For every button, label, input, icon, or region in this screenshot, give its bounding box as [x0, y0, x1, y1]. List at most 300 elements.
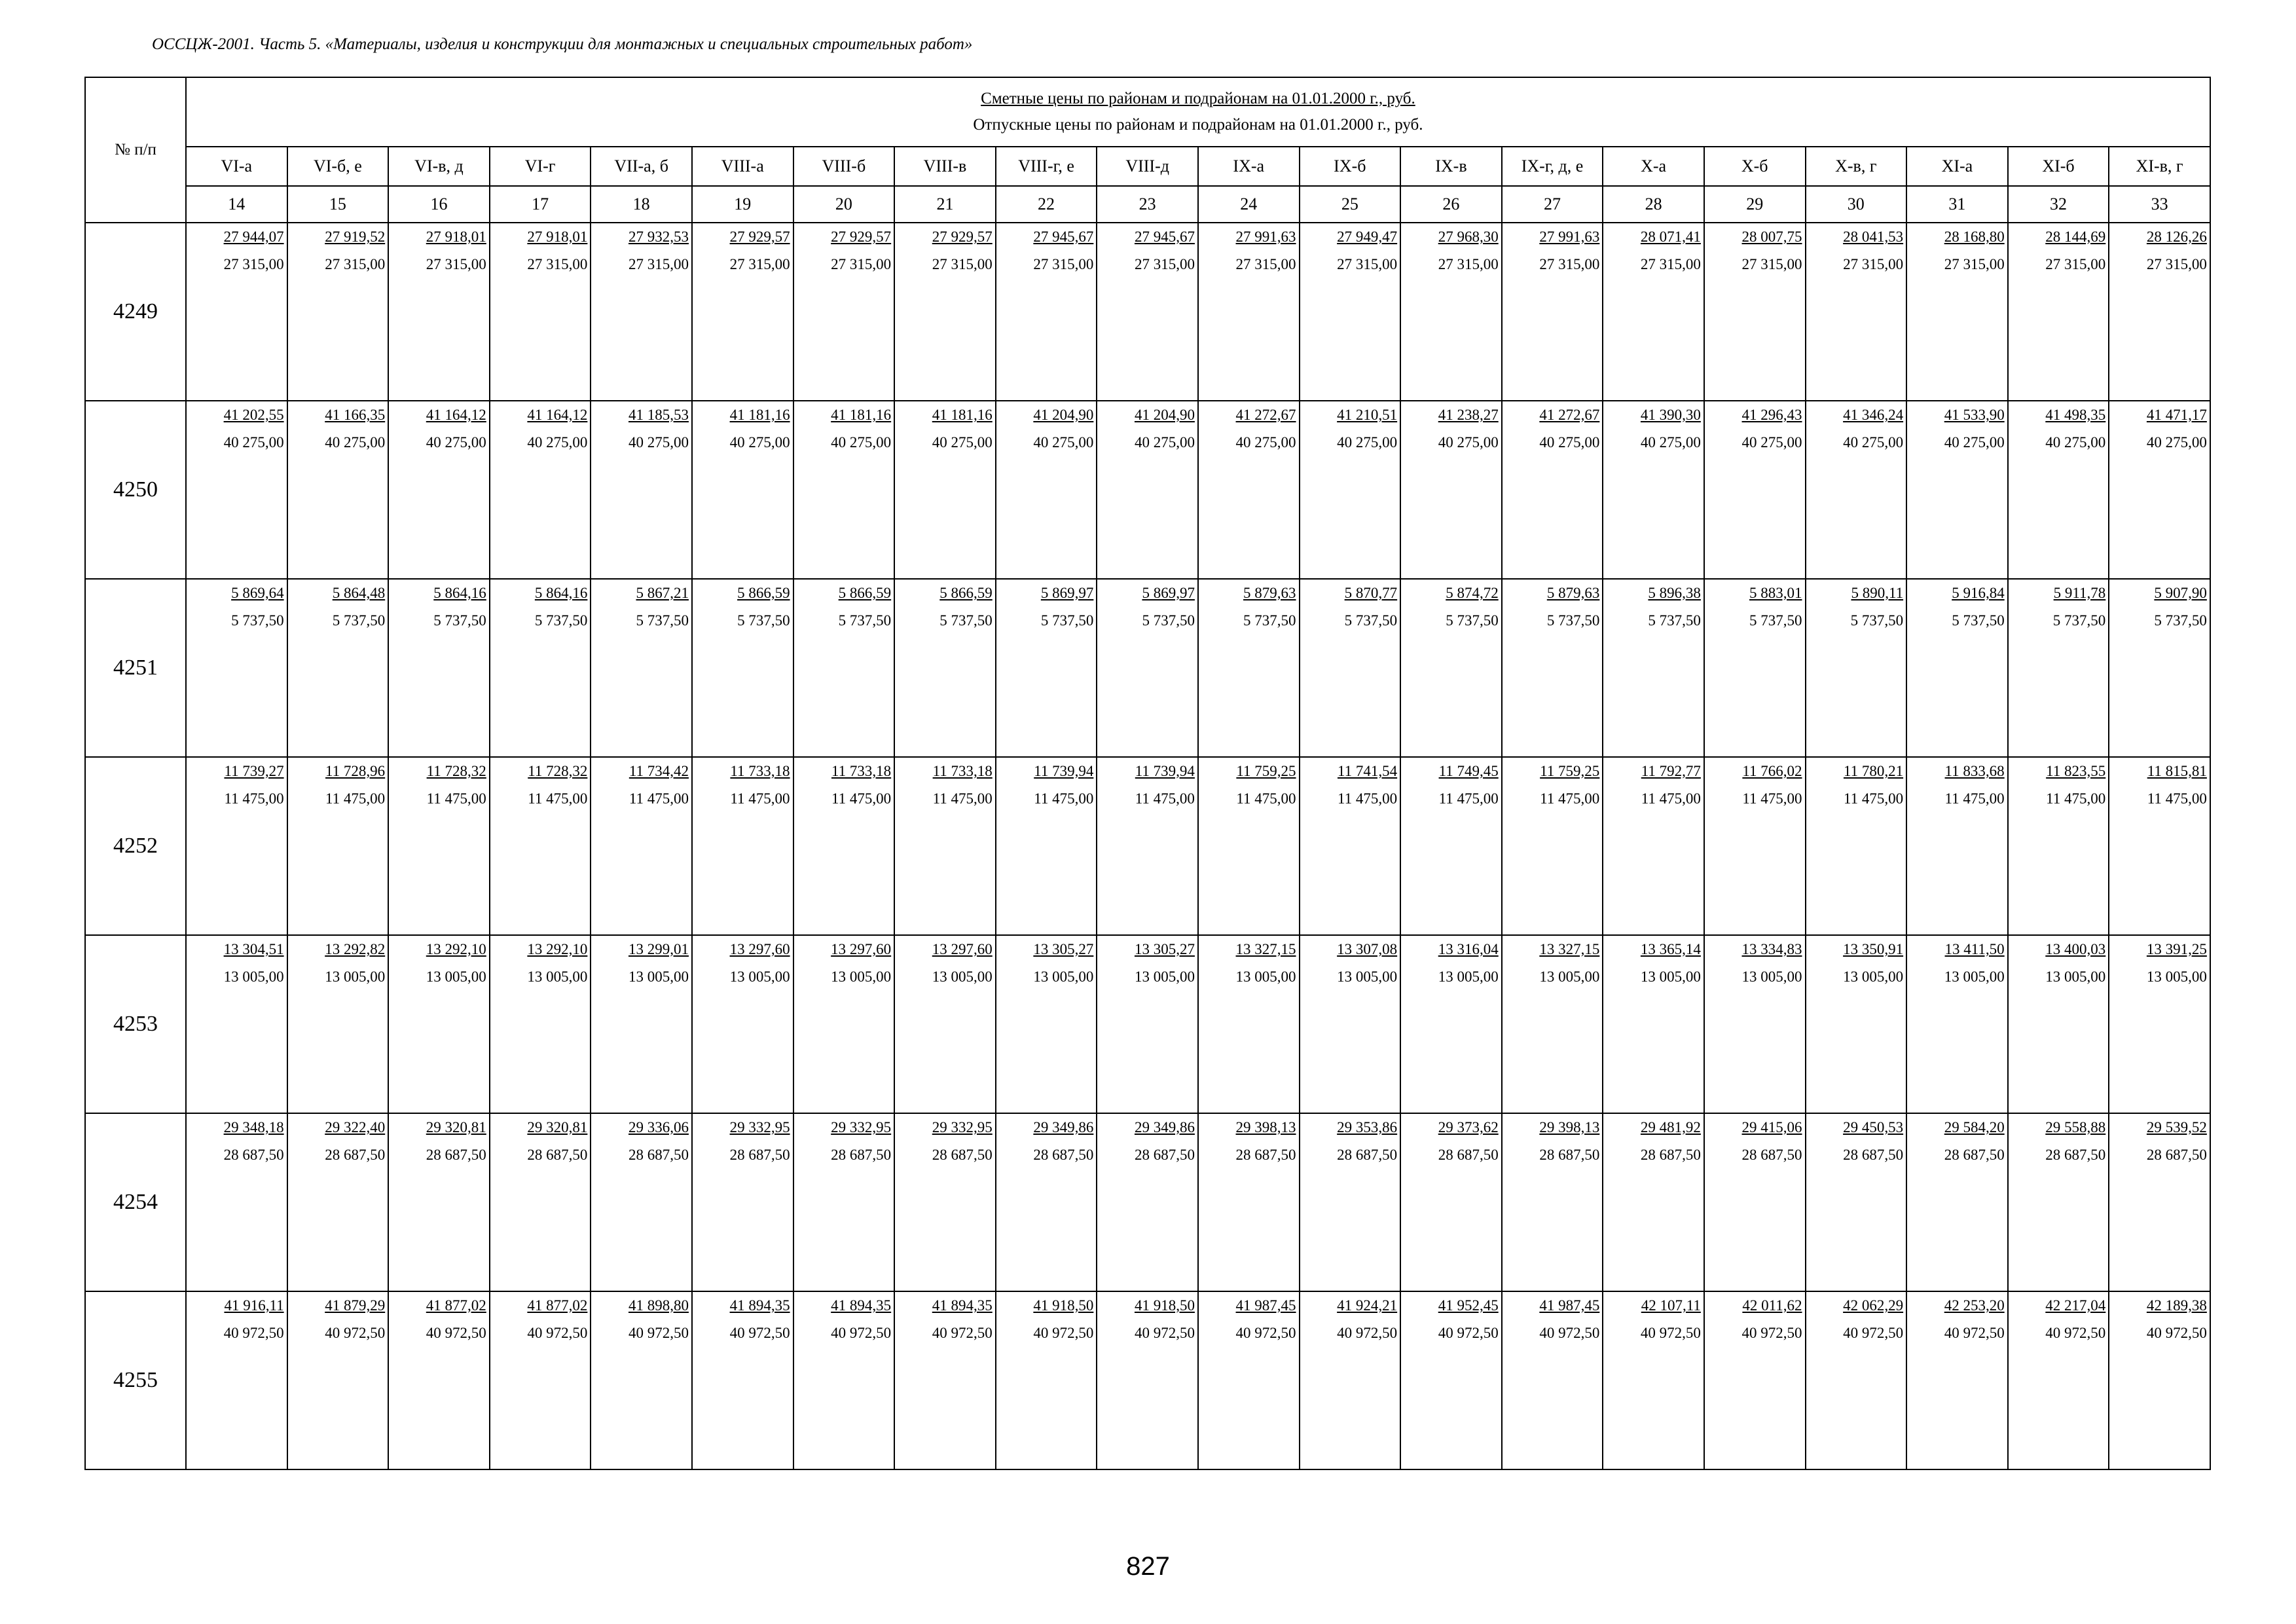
estimated-price: 13 304,51: [223, 941, 284, 957]
price-cell: [388, 401, 490, 579]
price-cell: [1603, 1291, 1704, 1469]
estimated-price: 11 792,77: [1641, 763, 1701, 779]
release-price: 5 737,50: [1344, 612, 1398, 629]
estimated-price: 13 307,08: [1337, 941, 1398, 957]
price-cell: [1198, 935, 1300, 1113]
estimated-price: 41 498,35: [2045, 407, 2106, 423]
price-cell: [1502, 1291, 1603, 1469]
price-cell: [1300, 757, 1401, 935]
estimated-price: 13 365,14: [1640, 941, 1701, 957]
release-price: 11 475,00: [1742, 790, 1802, 807]
release-price: 40 275,00: [2146, 434, 2207, 451]
price-cell: [287, 935, 389, 1113]
estimated-price: 11 759,25: [1540, 763, 1600, 779]
release-price: 40 972,50: [426, 1325, 486, 1341]
price-cell: [1906, 1113, 2008, 1291]
estimated-price: 29 415,06: [1741, 1119, 1802, 1135]
price-cell: [1300, 935, 1401, 1113]
table-row: [85, 1291, 2210, 1469]
release-price: 11 475,00: [1236, 790, 1296, 807]
estimated-price: 27 918,01: [426, 229, 486, 245]
release-price: 40 972,50: [628, 1325, 689, 1341]
estimated-price: 5 896,38: [1648, 585, 1701, 601]
region-header: XI-в, г: [2109, 147, 2210, 186]
release-price: 27 315,00: [1741, 256, 1802, 272]
estimated-price: 42 189,38: [2146, 1297, 2207, 1314]
estimated-price: 41 924,21: [1337, 1297, 1398, 1314]
price-cell: [1097, 1291, 1198, 1469]
release-price: 5 737,50: [332, 612, 386, 629]
release-price: 40 972,50: [932, 1325, 993, 1341]
release-price: 13 005,00: [223, 969, 284, 985]
price-cell: [490, 579, 591, 757]
price-cell: [1502, 935, 1603, 1113]
release-price: 27 315,00: [1134, 256, 1195, 272]
price-cell: [1502, 223, 1603, 401]
release-price: 40 972,50: [2045, 1325, 2106, 1341]
price-cell: [1400, 401, 1502, 579]
column-number: 26: [1400, 186, 1502, 223]
estimated-price: 28 168,80: [1944, 229, 2005, 245]
price-cell: [1300, 401, 1401, 579]
estimated-price: 41 390,30: [1640, 407, 1701, 423]
release-price: 5 737,50: [1648, 612, 1701, 629]
price-cell: [1097, 1113, 1198, 1291]
price-cell: [996, 1113, 1097, 1291]
release-price: 40 972,50: [1741, 1325, 1802, 1341]
price-cell: [2008, 935, 2109, 1113]
region-header: VI-б, е: [287, 147, 389, 186]
price-cell: [2008, 401, 2109, 579]
price-cell: [1603, 935, 1704, 1113]
release-price: 40 275,00: [831, 434, 892, 451]
release-price: 28 687,50: [831, 1147, 892, 1163]
estimated-price: 5 879,63: [1243, 585, 1296, 601]
release-price: 5 737,50: [939, 612, 993, 629]
release-price: 28 687,50: [223, 1147, 284, 1163]
price-cell: [793, 1291, 895, 1469]
estimated-price: 11 739,27: [224, 763, 284, 779]
release-price: 27 315,00: [831, 256, 892, 272]
release-price: 5 737,50: [1546, 612, 1600, 629]
price-cell: [591, 579, 692, 757]
release-price: 11 475,00: [1641, 790, 1701, 807]
estimated-price: 41 877,02: [527, 1297, 588, 1314]
price-cell: [692, 935, 793, 1113]
release-price: 40 972,50: [1843, 1325, 1904, 1341]
estimated-price: 5 866,59: [838, 585, 892, 601]
estimated-price: 13 391,25: [2146, 941, 2207, 957]
title-estimated-prices: Сметные цены по районам и подрайонам на 01.01.2000 г., руб.: [981, 90, 1415, 107]
release-price: 40 972,50: [1337, 1325, 1398, 1341]
price-cell: [591, 935, 692, 1113]
estimated-price: 29 332,95: [729, 1119, 790, 1135]
release-price: 27 315,00: [932, 256, 993, 272]
release-price: 13 005,00: [2146, 969, 2207, 985]
region-header: X-б: [1704, 147, 1806, 186]
estimated-price: 13 305,27: [1134, 941, 1195, 957]
estimated-price: 41 918,50: [1134, 1297, 1195, 1314]
table-row: [85, 401, 2210, 579]
estimated-price: 28 071,41: [1640, 229, 1701, 245]
estimated-price: 5 869,64: [231, 585, 284, 601]
num-header: № п/п: [85, 77, 186, 223]
estimated-price: 5 883,01: [1749, 585, 1802, 601]
estimated-price: 11 780,21: [1843, 763, 1904, 779]
price-cell: [692, 1113, 793, 1291]
release-price: 40 972,50: [831, 1325, 892, 1341]
price-cell: [1502, 579, 1603, 757]
release-price: 11 475,00: [426, 790, 486, 807]
table-row: [85, 757, 2210, 935]
release-price: 11 475,00: [2147, 790, 2207, 807]
release-price: 28 687,50: [1235, 1147, 1296, 1163]
estimated-price: 41 164,12: [426, 407, 486, 423]
row-number: 4251: [85, 579, 186, 757]
estimated-price: 11 759,25: [1236, 763, 1296, 779]
estimated-price: 29 398,13: [1539, 1119, 1600, 1135]
release-price: 27 315,00: [2045, 256, 2106, 272]
release-price: 28 687,50: [1843, 1147, 1904, 1163]
column-number: 23: [1097, 186, 1198, 223]
estimated-price: 41 894,35: [729, 1297, 790, 1314]
release-price: 40 275,00: [1539, 434, 1600, 451]
estimated-price: 11 766,02: [1742, 763, 1802, 779]
estimated-price: 28 144,69: [2045, 229, 2106, 245]
column-number: 30: [1806, 186, 1907, 223]
region-header: VIII-а: [692, 147, 793, 186]
estimated-price: 42 107,11: [1641, 1297, 1701, 1314]
release-price: 28 687,50: [1134, 1147, 1195, 1163]
price-cell: [186, 1291, 287, 1469]
price-cell: [1603, 401, 1704, 579]
column-number: 19: [692, 186, 793, 223]
price-cell: [1300, 223, 1401, 401]
estimated-price: 13 334,83: [1741, 941, 1802, 957]
estimated-price: 41 987,45: [1539, 1297, 1600, 1314]
price-cell: [996, 223, 1097, 401]
release-price: 40 275,00: [325, 434, 386, 451]
price-cell: [490, 757, 591, 935]
title-release-prices: Отпускные цены по районам и подрайонам на 01.01.2000 г., руб.: [973, 116, 1423, 134]
estimated-price: 41 879,29: [325, 1297, 386, 1314]
region-header: IX-в: [1400, 147, 1502, 186]
column-number: 20: [793, 186, 895, 223]
price-cell: [996, 401, 1097, 579]
price-cell: [1704, 223, 1806, 401]
price-cell: [996, 579, 1097, 757]
release-price: 5 737,50: [534, 612, 588, 629]
release-price: 5 737,50: [1952, 612, 2005, 629]
price-cell: [2008, 223, 2109, 401]
column-number: 24: [1198, 186, 1300, 223]
price-cell: [186, 757, 287, 935]
release-price: 11 475,00: [1438, 790, 1499, 807]
price-cell: [1400, 935, 1502, 1113]
row-number: 4249: [85, 223, 186, 401]
release-price: 11 475,00: [629, 790, 689, 807]
price-cell: [287, 757, 389, 935]
release-price: 13 005,00: [1944, 969, 2005, 985]
estimated-price: 5 879,63: [1546, 585, 1600, 601]
price-table: [84, 77, 2211, 1470]
estimated-price: 41 202,55: [223, 407, 284, 423]
price-cell: [1806, 223, 1907, 401]
release-price: 27 315,00: [325, 256, 386, 272]
column-number: 14: [186, 186, 287, 223]
estimated-price: 11 739,94: [1034, 763, 1094, 779]
estimated-price: 27 932,53: [628, 229, 689, 245]
estimated-price: 5 867,21: [636, 585, 689, 601]
release-price: 40 275,00: [1741, 434, 1802, 451]
release-price: 13 005,00: [2045, 969, 2106, 985]
price-cell: [1704, 1113, 1806, 1291]
price-cell: [692, 1291, 793, 1469]
estimated-price: 29 539,52: [2146, 1119, 2207, 1135]
estimated-price: 13 327,15: [1235, 941, 1296, 957]
estimated-price: 13 400,03: [2045, 941, 2106, 957]
estimated-price: 41 877,02: [426, 1297, 486, 1314]
estimated-price: 5 869,97: [1142, 585, 1195, 601]
price-cell: [2008, 1113, 2109, 1291]
row-number: 4254: [85, 1113, 186, 1291]
release-price: 28 687,50: [2146, 1147, 2207, 1163]
release-price: 11 475,00: [528, 790, 588, 807]
release-price: 5 737,50: [1446, 612, 1499, 629]
estimated-price: 41 181,16: [932, 407, 993, 423]
estimated-price: 11 823,55: [2046, 763, 2106, 779]
price-cell: [2109, 1291, 2210, 1469]
price-cell: [1906, 579, 2008, 757]
price-cell: [490, 935, 591, 1113]
estimated-price: 41 204,90: [1134, 407, 1195, 423]
price-cell: [186, 935, 287, 1113]
estimated-price: 29 320,81: [527, 1119, 588, 1135]
price-cell: [1502, 757, 1603, 935]
estimated-price: 11 733,18: [932, 763, 993, 779]
price-cell: [186, 1113, 287, 1291]
page-number: 827: [1126, 1552, 1170, 1581]
estimated-price: 41 898,80: [628, 1297, 689, 1314]
estimated-price: 41 987,45: [1235, 1297, 1296, 1314]
price-cell: [1806, 757, 1907, 935]
price-cell: [1704, 579, 1806, 757]
estimated-price: 13 316,04: [1438, 941, 1499, 957]
price-cell: [388, 1291, 490, 1469]
price-cell: [1906, 1291, 2008, 1469]
estimated-price: 11 815,81: [2147, 763, 2207, 779]
table-row: [85, 935, 2210, 1113]
column-number: 28: [1603, 186, 1704, 223]
release-price: 28 687,50: [325, 1147, 386, 1163]
region-header: VI-а: [186, 147, 287, 186]
price-cell: [894, 1291, 996, 1469]
price-cell: [1906, 935, 2008, 1113]
release-price: 40 972,50: [1134, 1325, 1195, 1341]
release-price: 11 475,00: [1034, 790, 1094, 807]
release-price: 13 005,00: [325, 969, 386, 985]
price-cell: [1300, 1291, 1401, 1469]
price-cell: [1300, 579, 1401, 757]
estimated-price: 13 292,10: [426, 941, 486, 957]
release-price: 27 315,00: [628, 256, 689, 272]
region-header: IX-б: [1300, 147, 1401, 186]
price-cell: [1400, 1291, 1502, 1469]
column-number: 16: [388, 186, 490, 223]
estimated-price: 29 398,13: [1235, 1119, 1296, 1135]
estimated-price: 41 181,16: [831, 407, 892, 423]
price-cell: [186, 401, 287, 579]
price-cell: [1097, 935, 1198, 1113]
column-number: 29: [1704, 186, 1806, 223]
release-price: 40 972,50: [729, 1325, 790, 1341]
release-price: 40 275,00: [1640, 434, 1701, 451]
release-price: 27 315,00: [729, 256, 790, 272]
release-price: 28 687,50: [426, 1147, 486, 1163]
release-price: 40 275,00: [1235, 434, 1296, 451]
estimated-price: 29 558,88: [2045, 1119, 2106, 1135]
release-price: 40 972,50: [1033, 1325, 1094, 1341]
estimated-price: 41 471,17: [2146, 407, 2207, 423]
price-cell: [996, 1291, 1097, 1469]
estimated-price: 41 238,27: [1438, 407, 1499, 423]
region-header: VIII-в: [894, 147, 996, 186]
release-price: 5 737,50: [1142, 612, 1195, 629]
estimated-price: 27 918,01: [527, 229, 588, 245]
price-cell: [2109, 935, 2210, 1113]
estimated-price: 11 739,94: [1135, 763, 1195, 779]
release-price: 27 315,00: [1944, 256, 2005, 272]
release-price: 13 005,00: [1539, 969, 1600, 985]
region-header: VIII-д: [1097, 147, 1198, 186]
price-cell: [894, 935, 996, 1113]
estimated-price: 11 728,32: [528, 763, 588, 779]
release-price: 28 687,50: [2045, 1147, 2106, 1163]
column-number: 27: [1502, 186, 1603, 223]
column-number: 18: [591, 186, 692, 223]
estimated-price: 27 929,57: [729, 229, 790, 245]
estimated-price: 41 894,35: [932, 1297, 993, 1314]
estimated-price: 13 299,01: [628, 941, 689, 957]
estimated-price: 41 346,24: [1843, 407, 1904, 423]
release-price: 40 972,50: [527, 1325, 588, 1341]
release-price: 13 005,00: [426, 969, 486, 985]
price-cell: [894, 579, 996, 757]
estimated-price: 27 929,57: [932, 229, 993, 245]
estimated-price: 5 866,59: [737, 585, 790, 601]
release-price: 13 005,00: [1235, 969, 1296, 985]
price-cell: [388, 757, 490, 935]
estimated-price: 41 916,11: [224, 1297, 284, 1314]
estimated-price: 42 217,04: [2045, 1297, 2106, 1314]
price-cell: [996, 935, 1097, 1113]
price-cell: [186, 579, 287, 757]
release-price: 27 315,00: [1033, 256, 1094, 272]
price-cell: [793, 401, 895, 579]
price-cell: [287, 223, 389, 401]
price-cell: [692, 223, 793, 401]
price-cell: [1198, 223, 1300, 401]
table-row: [85, 579, 2210, 757]
release-price: 11 475,00: [932, 790, 993, 807]
region-header: VI-г: [490, 147, 591, 186]
price-cell: [692, 757, 793, 935]
price-cell: [1400, 579, 1502, 757]
price-cell: [591, 223, 692, 401]
price-cell: [1097, 757, 1198, 935]
release-price: 5 737,50: [433, 612, 486, 629]
release-price: 40 275,00: [1337, 434, 1398, 451]
release-price: 40 275,00: [2045, 434, 2106, 451]
region-header: VIII-г, е: [996, 147, 1097, 186]
release-price: 28 687,50: [729, 1147, 790, 1163]
estimated-price: 13 411,50: [1944, 941, 2005, 957]
release-price: 5 737,50: [737, 612, 790, 629]
price-cell: [591, 1113, 692, 1291]
price-cell: [1198, 757, 1300, 935]
estimated-price: 29 373,62: [1438, 1119, 1499, 1135]
release-price: 28 687,50: [1944, 1147, 2005, 1163]
price-cell: [287, 1291, 389, 1469]
estimated-price: 41 164,12: [527, 407, 588, 423]
release-price: 13 005,00: [628, 969, 689, 985]
estimated-price: 29 349,86: [1134, 1119, 1195, 1135]
estimated-price: 11 741,54: [1337, 763, 1398, 779]
estimated-price: 41 533,90: [1944, 407, 2005, 423]
estimated-price: 41 918,50: [1033, 1297, 1094, 1314]
price-cell: [591, 1291, 692, 1469]
release-price: 5 737,50: [1850, 612, 1904, 629]
price-cell: [490, 1113, 591, 1291]
estimated-price: 13 305,27: [1033, 941, 1094, 957]
estimated-price: 13 350,91: [1843, 941, 1904, 957]
price-cell: [894, 223, 996, 401]
price-cell: [591, 757, 692, 935]
estimated-price: 5 907,90: [2154, 585, 2207, 601]
estimated-price: 41 952,45: [1438, 1297, 1499, 1314]
estimated-price: 5 874,72: [1446, 585, 1499, 601]
release-price: 28 687,50: [1033, 1147, 1094, 1163]
estimated-price: 41 210,51: [1337, 407, 1398, 423]
release-price: 40 275,00: [1944, 434, 2005, 451]
estimated-price: 5 911,78: [2053, 585, 2106, 601]
release-price: 11 475,00: [730, 790, 790, 807]
release-price: 13 005,00: [1337, 969, 1398, 985]
price-cell: [1097, 223, 1198, 401]
estimated-price: 27 991,63: [1235, 229, 1296, 245]
price-cell: [1603, 757, 1704, 935]
table-row: [85, 223, 2210, 401]
estimated-price: 41 296,43: [1741, 407, 1802, 423]
price-cell: [2109, 579, 2210, 757]
price-cell: [1603, 1113, 1704, 1291]
price-cell: [1906, 223, 2008, 401]
price-cell: [1704, 935, 1806, 1113]
estimated-price: 5 869,97: [1040, 585, 1094, 601]
price-cell: [1400, 757, 1502, 935]
release-price: 11 475,00: [325, 790, 386, 807]
estimated-price: 13 292,82: [325, 941, 386, 957]
release-price: 27 315,00: [1843, 256, 1904, 272]
release-price: 28 687,50: [628, 1147, 689, 1163]
release-price: 28 687,50: [1741, 1147, 1802, 1163]
price-cell: [1603, 223, 1704, 401]
release-price: 40 275,00: [426, 434, 486, 451]
column-number: 22: [996, 186, 1097, 223]
release-price: 27 315,00: [527, 256, 588, 272]
price-cell: [2109, 757, 2210, 935]
price-cell: [2109, 223, 2210, 401]
